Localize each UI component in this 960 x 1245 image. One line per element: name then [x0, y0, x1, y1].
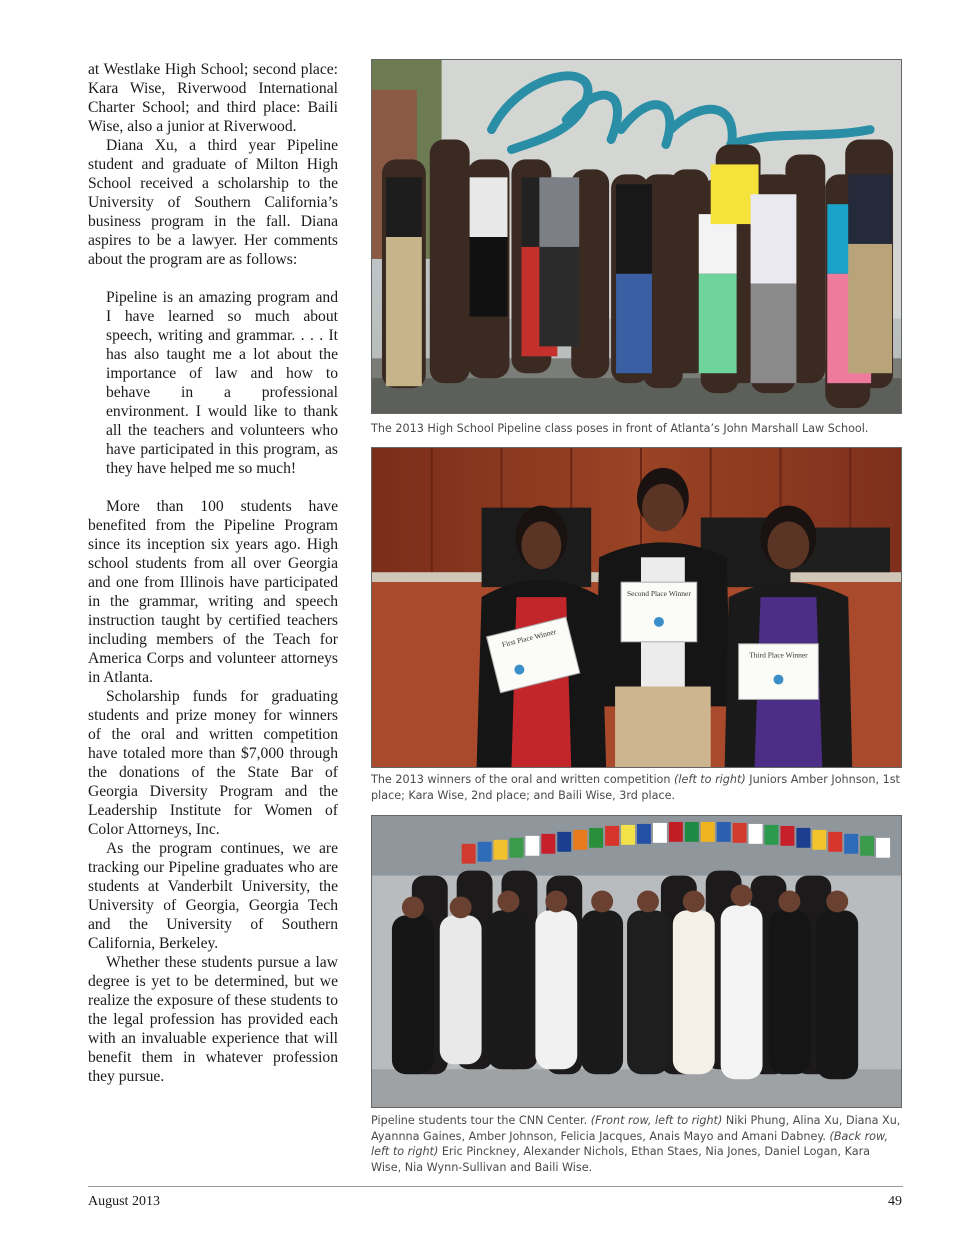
article-paragraph: Whether these students pursue a law degree is yet to be determined, but we realize the exposure of these students to the legal profession has provided each with an invaluable experience that will benefit them in whatever profession they pursue. — [88, 954, 338, 1085]
cnn-center-photo-illustration — [372, 816, 901, 1107]
photo-caption: The 2013 High School Pipeline class poses in front of Atlanta’s John Marshall Law School. — [371, 422, 869, 435]
caption-text: Eric Pinckney, Alexander Nichols, Ethan Staes, Nia Jones, Daniel Logan, Kara Wise, Nia Wynn-Sullivan and Baili Wise. — [371, 1145, 871, 1174]
article-paragraph: As the program continues, we are tracking our Pipeline graduates who are students at Vanderbilt University, the University of Georgia, Georgia Tech and the University of Southern California, Berkeley. — [88, 840, 338, 952]
second-place-certificate-label: Second Place Winner — [627, 589, 691, 599]
block-quote: Pipeline is an amazing program and I have learned so much about speech, writing and grammar. . . . It has also taught me a lot about the importance of law and how to behave in a professional environment. I would like to thank all the teachers and volunteers who have participated in this program, as they have helped me so much! — [106, 289, 338, 477]
article-paragraph: Diana Xu, a third year Pipeline student and graduate of Milton High School received a scholarship to the University of Southern California’s business program in the fall. Diana aspires to be a lawyer. Her comments about the program are as follows: — [88, 137, 338, 268]
winners-photo — [371, 447, 902, 768]
first-place-certificate-label: First Place Winner — [500, 626, 557, 650]
class-group-photo — [371, 59, 902, 414]
winners-photo-illustration — [372, 448, 901, 767]
caption-emphasis: (Back row, left to right) — [371, 1129, 888, 1158]
footer-divider — [88, 1186, 903, 1187]
article-body — [88, 60, 338, 1086]
footer-date: August 2013 — [88, 1194, 160, 1209]
caption-text: Juniors Amber Johnson, 1st place; Kara Wise, 2nd place; and Baili Wise, 3rd place. — [371, 773, 900, 802]
page-number: 49 — [888, 1194, 902, 1209]
class-group-photo-illustration — [372, 60, 901, 413]
caption-text: Niki Phung, Alina Xu, Diana Xu, Ayannna Gaines, Amber Johnson, Felicia Jacques, Anais Mayo and Amani Dabney. — [371, 1114, 901, 1143]
caption-text: The 2013 winners of the oral and written competition — [371, 773, 675, 786]
article-paragraph: Scholarship funds for graduating students and prize money for winners of the oral and written competition have totaled more than $7,000 through the donations of the State Bar of Georgia Diversity Program and the Leadership Institute for Women of Color Attorneys, Inc. — [88, 688, 338, 838]
article-paragraph: at Westlake High School; second place: Kara Wise, Riverwood International Charter School; and third place: Baili Wise, also a junior at Riverwood. — [88, 61, 338, 135]
cnn-center-photo — [371, 815, 902, 1108]
photo-caption — [371, 772, 902, 803]
caption-emphasis: (left to right) — [674, 773, 746, 786]
photo-caption — [371, 1113, 902, 1175]
third-place-certificate-label: Third Place Winner — [749, 650, 808, 660]
caption-text: Pipeline students tour the CNN Center. — [371, 1114, 591, 1127]
caption-emphasis: (Front row, left to right) — [590, 1114, 723, 1127]
article-paragraph: More than 100 students have benefited from the Pipeline Program since its inception six years ago. High school students from all over Georgia and one from Illinois have participated in the grammar, writing and speech instruction taught by certified teachers including members of the Teach for America Corps and volunteer attorneys in Atlanta. — [88, 498, 338, 686]
